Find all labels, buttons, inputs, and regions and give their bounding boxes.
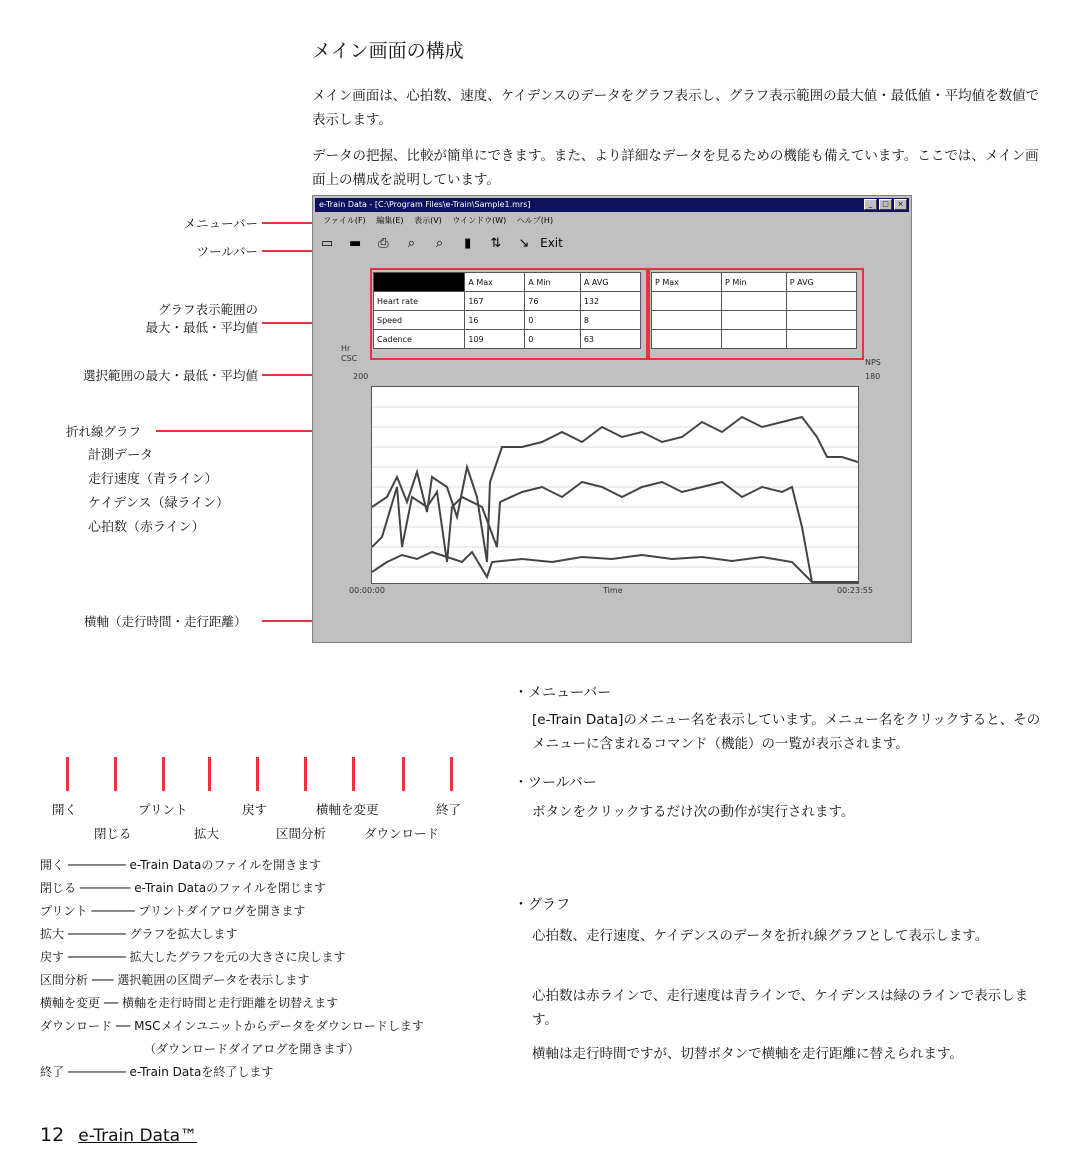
x-start: 00:00:00: [349, 586, 385, 595]
minimize-button[interactable]: _: [864, 199, 877, 210]
legend-measured: 計測データ: [88, 448, 154, 463]
section-graph-body-2: 心拍数は赤ラインで、走行速度は青ラインで、ケイデンスは緑のラインで表示します。: [532, 988, 1029, 1028]
label-exit: 終了: [436, 802, 462, 817]
zoom-in-icon[interactable]: ⌕: [407, 236, 416, 251]
page-number: 12: [40, 1124, 65, 1146]
callout-xaxis: 横軸（走行時間・走行距離）: [84, 614, 247, 629]
section-menubar-title: ・メニューバー: [514, 685, 612, 701]
section-graph-body-3: 横軸は走行時間ですが、切替ボタンで横軸を走行距離に替えられます。: [532, 1046, 963, 1062]
switch-axis-icon[interactable]: ⇅: [490, 236, 502, 251]
exit-button[interactable]: Exit: [540, 236, 563, 250]
label-close: 閉じる: [94, 826, 132, 841]
callout-range-stats-line2: 最大・最低・平均値: [145, 320, 258, 335]
download-icon[interactable]: ↘: [518, 236, 530, 251]
intro-paragraph-2: データの把握、比較が簡単にできます。また、より詳細なデータを見るための機能も備えています。ここでは、メイン画面上の構成を説明しています。: [312, 148, 1039, 188]
left-axis-max: 200: [353, 372, 369, 381]
th-a-avg: A AVG: [580, 273, 640, 292]
definition-item: 戻す ──────── 拡大したグラフを元の大きさに戻します: [40, 950, 346, 964]
page-footer: [40, 1124, 197, 1146]
menu-file[interactable]: ファイル(F): [323, 216, 366, 225]
th-a-max: A Max: [465, 273, 525, 292]
product-name: e-Train Data™: [78, 1126, 198, 1146]
definition-item: （ダウンロードダイアログを開きます）: [144, 1042, 360, 1056]
definition-item: プリント ────── プリントダイアログを開きます: [40, 904, 306, 918]
table-row: Cadence 109 0 63: [374, 330, 641, 349]
definition-item: ダウンロード ── MSCメインユニットからデータをダウンロードします: [40, 1019, 424, 1033]
graph-legend: [88, 444, 229, 540]
line-graph-plot[interactable]: [371, 386, 859, 584]
label-axis: 横軸を変更: [316, 802, 379, 817]
definition-item: 開く ──────── e-Train Dataのファイルを開きます: [40, 858, 322, 872]
zoom-out-icon[interactable]: ⌕: [435, 236, 444, 251]
menu-edit[interactable]: 編集(E): [376, 216, 404, 225]
right-axis-unit: NPS: [865, 358, 881, 367]
legend-speed: 走行速度（青ライン）: [88, 472, 218, 487]
label-print: プリント: [138, 802, 188, 817]
callout-selected-stats: 選択範囲の最大・最低・平均値: [82, 368, 258, 383]
window-titlebar: [315, 198, 909, 212]
label-open: 開く: [52, 802, 78, 817]
section-toolbar-title: ・ツールバー: [514, 775, 597, 791]
page-title: メイン画面の構成: [312, 40, 464, 62]
definition-item: 拡大 ──────── グラフを拡大します: [40, 927, 238, 941]
callout-toolbar: ツールバー: [196, 244, 258, 259]
x-label: Time: [603, 586, 623, 595]
open-icon[interactable]: ▭: [320, 236, 334, 251]
close-window-button[interactable]: ×: [894, 199, 907, 210]
range-stats-highlight: [370, 268, 648, 360]
menu-window[interactable]: ウインドウ(W): [452, 216, 507, 225]
section-analysis-icon[interactable]: ▮: [464, 236, 472, 251]
th-p-max: P Max: [652, 273, 722, 292]
menu-help[interactable]: ヘルプ(H): [516, 216, 554, 225]
table-row: Heart rate 167 76 132: [374, 292, 641, 311]
print-icon[interactable]: ⎙: [378, 236, 389, 251]
menu-bar: [315, 214, 909, 228]
callout-line-graph: 折れ線グラフ: [66, 424, 142, 439]
tool-bar: [315, 232, 909, 254]
legend-cadence: ケイデンス（緑ライン）: [88, 496, 230, 511]
label-zoom: 拡大: [194, 826, 220, 841]
callout-menubar: メニューバー: [183, 216, 258, 231]
maximize-button[interactable]: □: [879, 199, 892, 210]
app-window: [312, 195, 912, 643]
th-a-min: A Min: [525, 273, 581, 292]
menu-view[interactable]: 表示(V): [414, 216, 442, 225]
section-toolbar-body: ボタンをクリックするだけ次の動作が実行されます。: [532, 804, 855, 820]
section-graph-title: ・グラフ: [514, 897, 570, 913]
label-back: 戻す: [242, 802, 268, 817]
th-p-min: P Min: [722, 273, 787, 292]
close-file-icon[interactable]: ▬: [348, 236, 362, 251]
graph-svg: [372, 387, 858, 583]
definition-item: 終了 ──────── e-Train Dataを終了します: [40, 1065, 274, 1079]
callout-range-stats: [145, 300, 258, 336]
right-axis-max: 180: [865, 372, 881, 381]
selected-stats-highlight: [648, 268, 864, 360]
table-row: Speed 16 0 8: [374, 311, 641, 330]
definition-item: 横軸を変更 ── 横軸を走行時間と走行距離を切替えます: [40, 996, 339, 1010]
legend-heart: 心拍数（赤ライン）: [88, 520, 205, 535]
label-download: ダウンロード: [364, 826, 440, 841]
x-end: 00:23:55: [837, 586, 873, 595]
callout-range-stats-line1: グラフ表示範囲の: [157, 302, 258, 317]
section-graph-body-1: 心拍数、走行速度、ケイデンスのデータを折れ線グラフとして表示します。: [532, 928, 989, 944]
left-axis-unit: Hr CSC: [341, 344, 358, 363]
label-section: 区間分析: [276, 826, 327, 841]
definition-item: 区間分析 ─── 選択範囲の区間データを表示します: [40, 973, 310, 987]
th-p-avg: P AVG: [786, 273, 856, 292]
section-menubar-body: [e-Train Data]のメニュー名を表示しています。メニュー名をクリックすると、そのメニューに含まれるコマンド（機能）の一覧が表示されます。: [532, 712, 1041, 752]
definition-item: 閉じる ─────── e-Train Dataのファイルを閉じます: [40, 881, 326, 895]
intro-paragraph-1: メイン画面は、心拍数、速度、ケイデンスのデータをグラフ表示し、グラフ表示範囲の最大値・最低値・平均値を数値で表示します。: [312, 88, 1040, 128]
window-title: e-Train Data - [C:\Program Files\e-Train\Sample1.mrs]: [319, 200, 531, 209]
